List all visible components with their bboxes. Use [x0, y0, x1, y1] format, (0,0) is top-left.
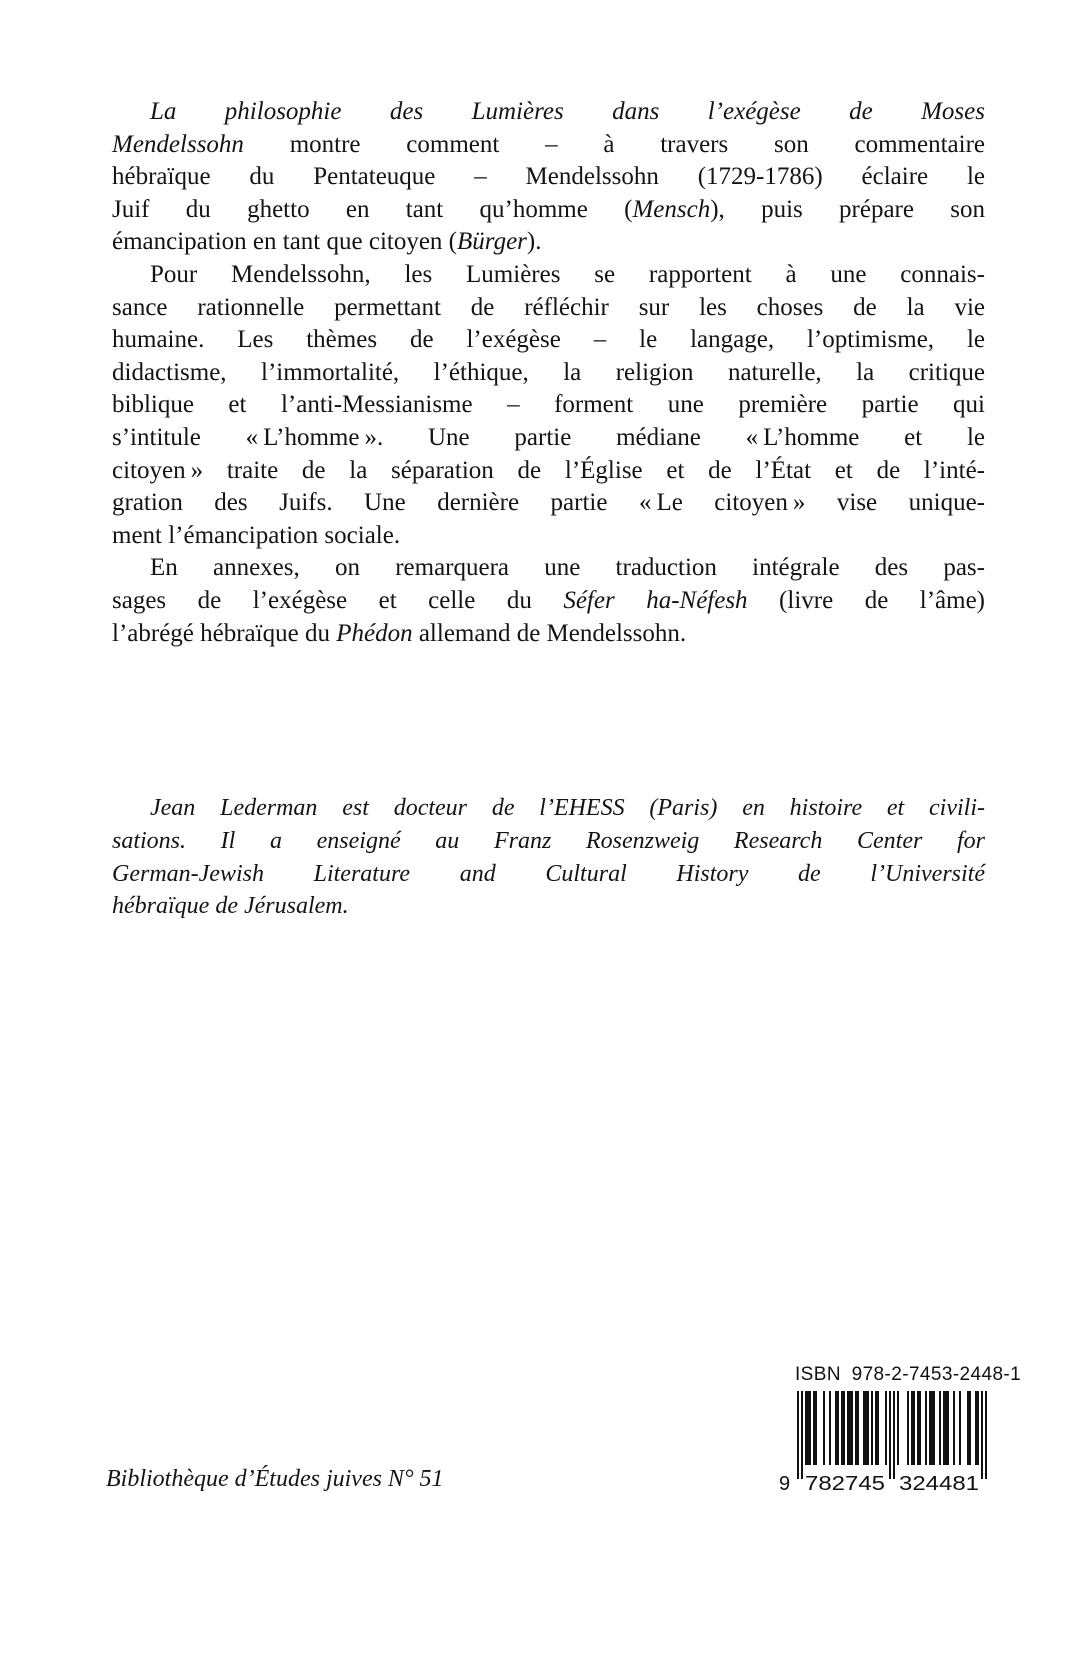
- text-segment: ment l’émancipation sociale.: [112, 521, 401, 549]
- isbn-label: ISBN 978-2-7453-2448-1: [795, 1364, 1022, 1385]
- text-segment: German-Jewish Literature and Cultural History de l’Université: [112, 860, 985, 887]
- text-line: [112, 618, 985, 651]
- text-line: [112, 858, 985, 891]
- barcode-digits: 782745: [805, 1473, 885, 1493]
- text-segment: l’abrégé hébraïque du: [112, 619, 337, 647]
- text-segment: hébraïque du Pentateuque – Mendelssohn (1729-1786) éclaire le: [112, 163, 985, 191]
- text-segment: sages de l’exégèse et celle du: [112, 586, 564, 614]
- italic-text-segment: Phédon: [336, 619, 413, 647]
- text-segment: Jean Lederman est docteur de l’EHESS (Paris) en histoire et civili-: [150, 795, 985, 821]
- author-bio: [112, 792, 985, 923]
- text-line: [112, 552, 985, 585]
- series-label: Bibliothèque d’Études juives N° 51: [106, 1466, 444, 1492]
- text-segment: (livre de l’âme): [747, 586, 986, 614]
- text-line: [112, 487, 985, 520]
- italic-text-segment: Séfer ha-Néfesh: [563, 586, 748, 614]
- text-line: [112, 129, 985, 162]
- text-segment: allemand de Mendelssohn.: [412, 619, 687, 647]
- synopsis-text: [112, 96, 985, 650]
- text-line: [112, 324, 985, 357]
- text-line: [112, 357, 985, 390]
- text-line: [112, 259, 985, 292]
- text-line: [112, 161, 985, 194]
- isbn-area: [775, 1364, 1022, 1493]
- text-line: [112, 825, 985, 858]
- text-segment: gration des Juifs. Une dernière partie « Le citoyen » vise unique-: [112, 489, 985, 517]
- text-segment: s’intitule « L’homme ». Une partie médiane « L’homme et le: [112, 423, 985, 451]
- text-segment: humaine. Les thèmes de l’exégèse – le langage, l’optimisme, le: [112, 326, 985, 354]
- text-segment: sance rationnelle permettant de réfléchir sur les choses de la vie: [112, 293, 985, 321]
- text-segment: montre comment – à travers son commentaire: [243, 130, 985, 158]
- text-line: [112, 890, 985, 923]
- text-segment: ), puis prépare son: [710, 195, 985, 223]
- text-line: [112, 422, 985, 455]
- barcode-digits: 9: [779, 1473, 791, 1493]
- text-segment: citoyen » traite de la séparation de l’Église et de l’État et de l’inté-: [112, 456, 985, 484]
- italic-text-segment: Mendelssohn: [112, 130, 244, 158]
- text-line: [112, 194, 985, 227]
- text-line: [112, 520, 985, 553]
- text-segment: sations. Il a enseigné au Franz Rosenzweig Research Center for: [112, 827, 985, 854]
- barcode-digits: 324481: [899, 1473, 979, 1493]
- text-line: [112, 455, 985, 488]
- text-line: [112, 585, 985, 618]
- ean13-barcode: [775, 1391, 990, 1493]
- italic-text-segment: La philosophie des Lumières dans l’exégèse de Moses: [150, 98, 985, 125]
- text-segment: Juif du ghetto en tant qu’homme (: [112, 195, 633, 223]
- text-line: [112, 96, 985, 129]
- text-segment: En annexes, on remarquera une traduction intégrale des pas-: [150, 554, 985, 582]
- text-line: [112, 389, 985, 422]
- text-line: [112, 792, 985, 825]
- text-line: [112, 226, 985, 259]
- text-segment: Pour Mendelssohn, les Lumières se rapportent à une connais-: [150, 260, 985, 288]
- italic-text-segment: Bürger: [457, 228, 527, 256]
- text-segment: émancipation en tant que citoyen (: [112, 228, 458, 256]
- text-segment: hébraïque de Jérusalem.: [112, 893, 349, 920]
- text-segment: didactisme, l’immortalité, l’éthique, la religion naturelle, la critique: [112, 358, 985, 386]
- italic-text-segment: Mensch: [632, 195, 711, 223]
- text-segment: biblique et l’anti-Messianisme – forment une première partie qui: [112, 391, 985, 419]
- text-line: [112, 292, 985, 325]
- text-segment: ).: [526, 228, 542, 256]
